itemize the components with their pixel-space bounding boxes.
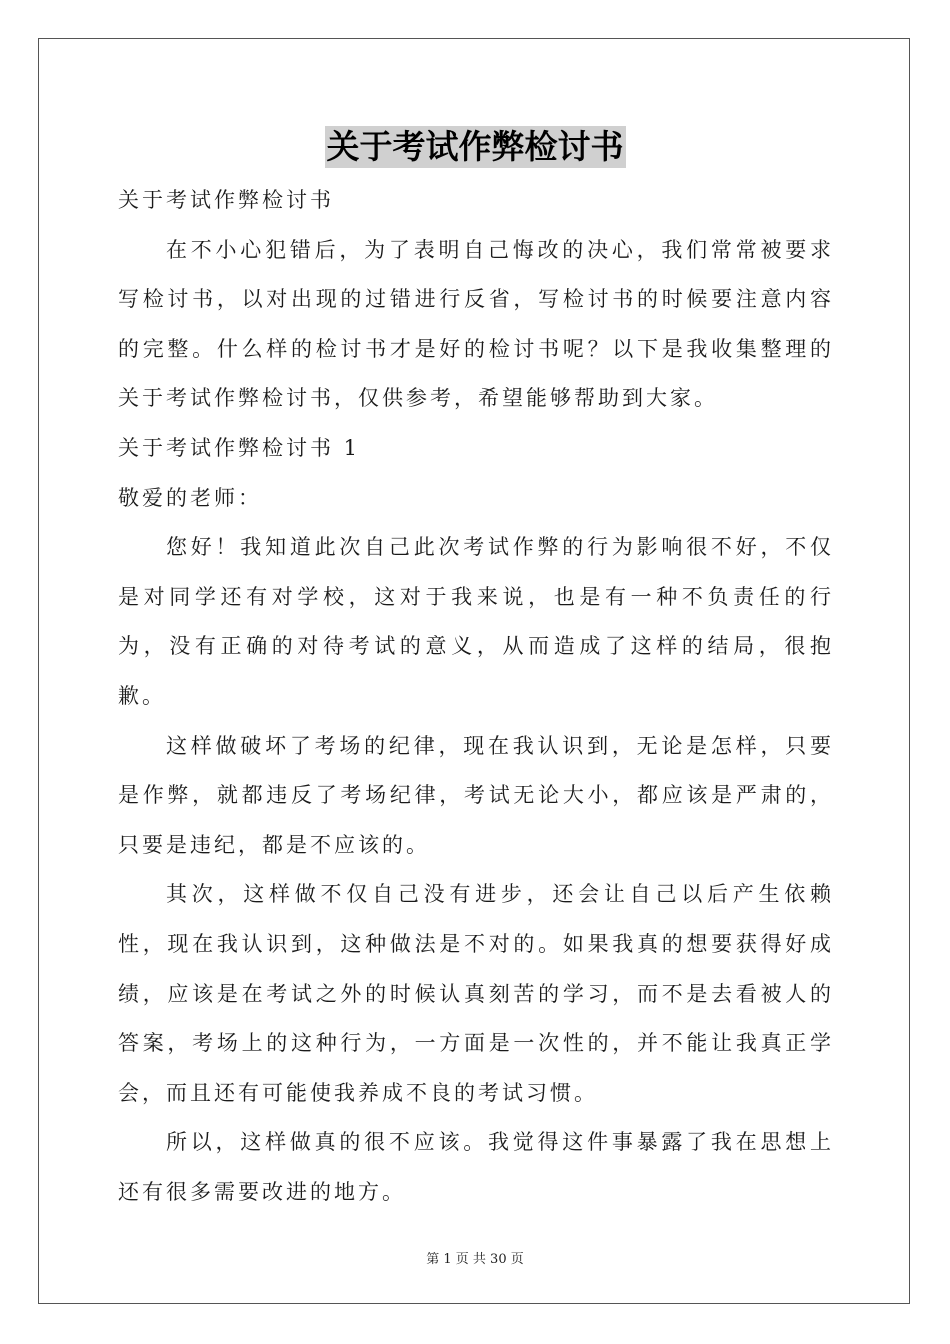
title-container [0,126,950,168]
section-heading: 关于考试作弊检讨书 1 [118,435,361,460]
page-footer: 第 1 页 共 30 页 [426,1252,524,1267]
document-title: 关于考试作弊检讨书 [326,127,624,166]
body-paragraph-1: 您好！我知道此次自己此次考试作弊的行为影响很不好，不仅是对同学还有对学校，这对于我来说，也是有一种不负责任的行为，没有正确的对待考试的意义，从而造成了这样的结局，很抱歉。 [118,535,834,708]
document-body [118,176,834,1217]
intro-paragraph: 在不小心犯错后，为了表明自己悔改的决心，我们常常被要求写检讨书，以对出现的过错进行反省，写检讨书的时候要注意内容的完整。什么样的检讨书才是好的检讨书呢？以下是我收集整理的关于考试作弊检讨书，仅供参考，希望能够帮助到大家。 [118,237,834,411]
subtitle-line: 关于考试作弊检讨书 [118,188,334,212]
body-paragraph-3: 其次，这样做不仅自己没有进步，还会让自己以后产生依赖性，现在我认识到，这种做法是不对的。如果我真的想要获得好成绩，应该是在考试之外的时候认真刻苦的学习，而不是去看被人的答案，考场上的这种行为，一方面是一次性的，并不能让我真正学会，而且还有可能使我养成不良的考试习惯。 [118,882,834,1105]
salutation: 敬爱的老师： [118,485,262,510]
body-paragraph-4: 所以，这样做真的很不应该。我觉得这件事暴露了我在思想上还有很多需要改进的地方。 [118,1130,834,1204]
body-paragraph-2: 这样做破坏了考场的纪律，现在我认识到，无论是怎样，只要是作弊，就都违反了考场纪律，考试无论大小，都应该是严肃的，只要是违纪，都是不应该的。 [118,733,834,857]
